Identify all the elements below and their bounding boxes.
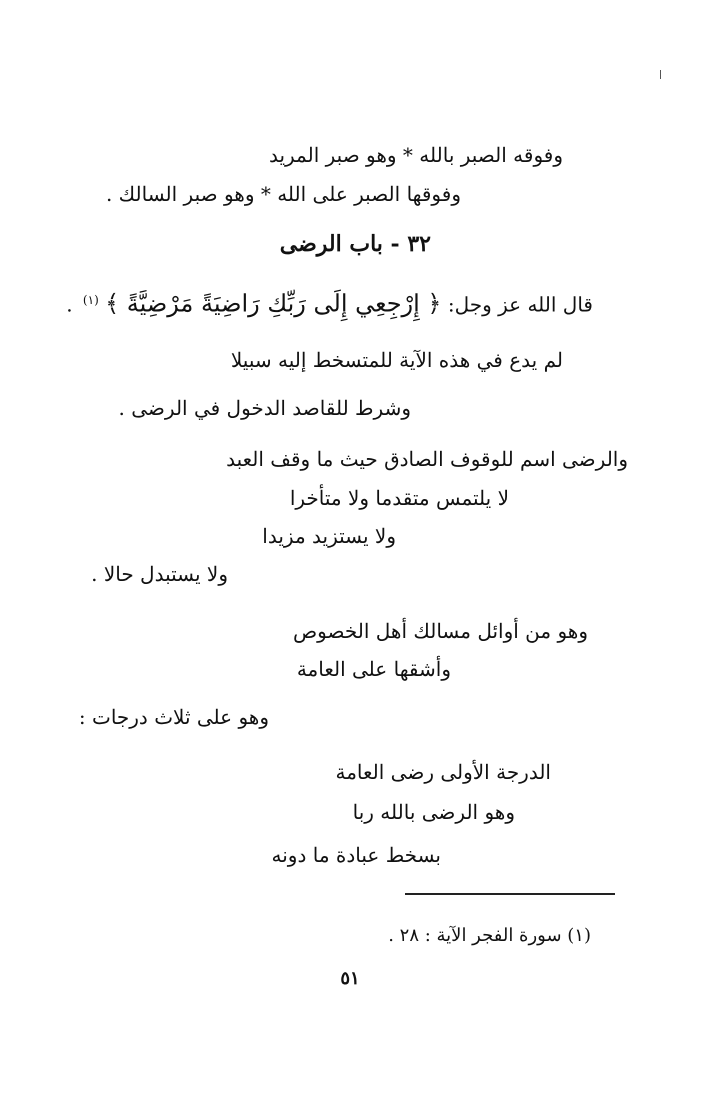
footnote-separator [405,893,615,895]
quote-end: . [66,292,73,317]
quran-verse: ﴿ إِرْجِعِي إِلَى رَبِّكِ رَاضِيَةً مَرْضِيَّةً ﴾ [105,289,442,318]
chapter-heading: ٣٢ - باب الرضى [279,231,431,257]
footnote: (١) سورة الفجر الآية : ٢٨ . [388,925,591,946]
text-line-6: والرضى اسم للوقوف الصادق حيث ما وقف العبد [226,447,628,471]
text-line-8: ولا يستزيد مزيدا [262,524,396,548]
text-line-2: وفوقها الصبر على الله * وهو صبر السالك . [105,182,461,206]
footnote-ref: (١) [82,293,99,307]
page-number: ٥١ [340,968,360,989]
text-line-15: بسخط عبادة ما دونه [271,843,441,867]
scan-speck [660,70,661,79]
text-line-10: وهو من أوائل مسالك أهل الخصوص [292,619,588,643]
text-line-13: الدرجة الأولى رضى العامة [335,760,551,784]
text-line-1: وفوقه الصبر بالله * وهو صبر المريد [268,143,563,167]
text-line-4: لم يدع في هذه الآية للمتسخط إليه سبيلا [230,348,563,372]
text-line-12: وهو على ثلاث درجات : [78,705,269,729]
text-line-11: وأشقها على العامة [296,657,451,681]
text-line-7: لا يلتمس متقدما ولا متأخرا [289,486,509,510]
text-line-5: وشرط للقاصد الدخول في الرضى . [118,396,411,420]
quote-prefix: قال الله عز وجل: [447,292,593,317]
text-line-9: ولا يستبدل حالا . [91,562,228,586]
quran-quote-line [66,286,593,319]
text-line-14: وهو الرضى بالله ربا [352,800,515,824]
